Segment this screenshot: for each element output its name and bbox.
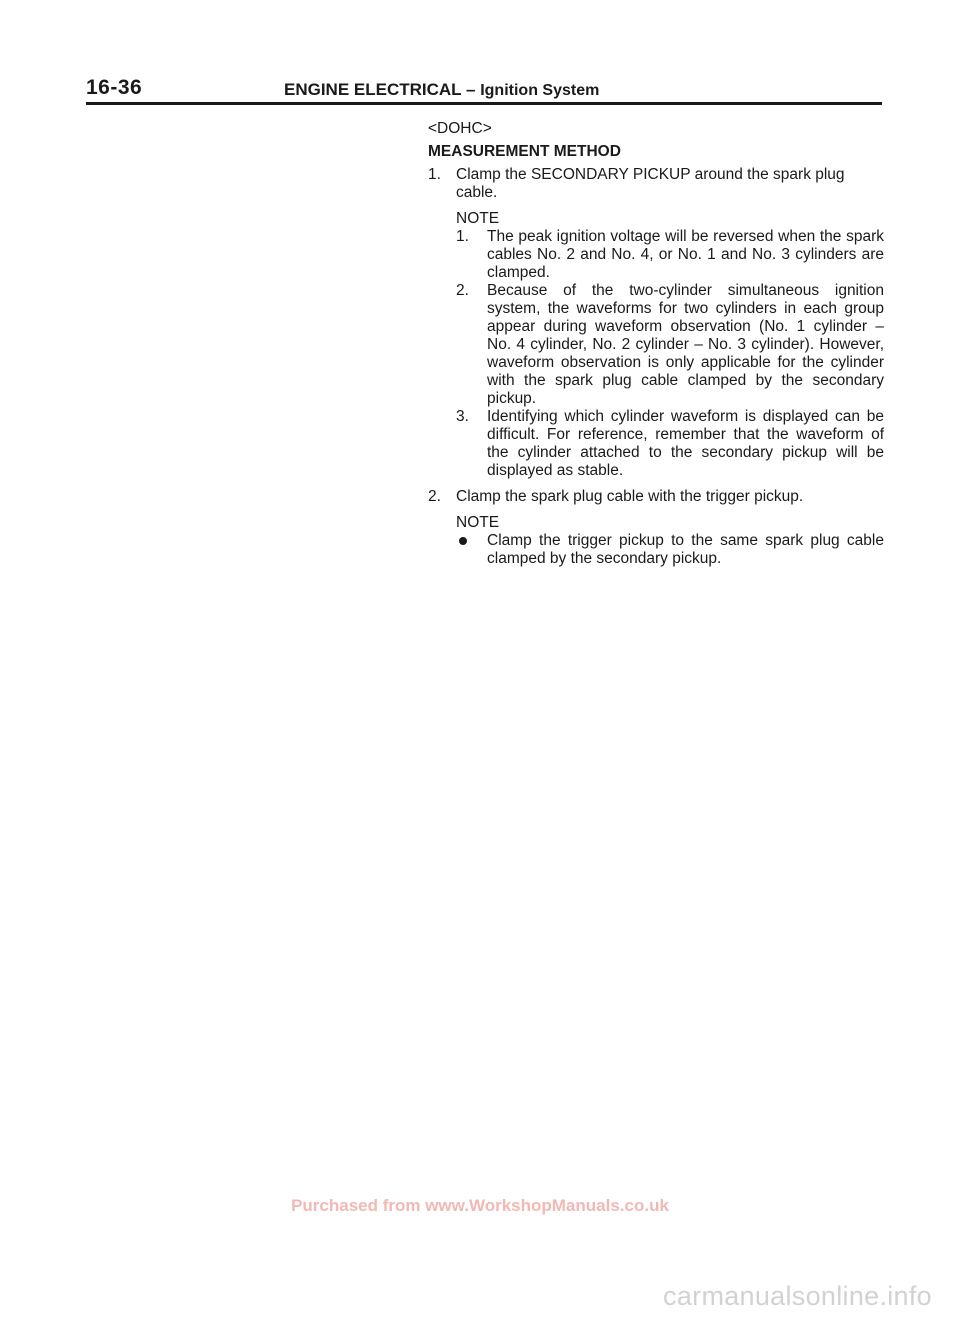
footer-site-name: carmanualsonline.info (663, 1281, 932, 1311)
page-content (428, 120, 884, 568)
bullet-note-text: Clamp the trigger pickup to the same spark plug cable clamped by the secondary pickup. (487, 532, 884, 567)
step-text: Clamp the SECONDARY PICKUP around the spark plug cable. (456, 166, 845, 201)
step-number: 2. (428, 488, 441, 505)
method-heading: MEASUREMENT METHOD (428, 143, 621, 160)
purchase-watermark: Purchased from www.WorkshopManuals.co.uk (291, 1196, 669, 1215)
bullet-icon (459, 537, 467, 545)
note-label: NOTE (456, 210, 500, 227)
page-number: 16-36 (86, 76, 143, 99)
note-number: 1. (456, 228, 469, 245)
section-name: ENGINE ELECTRICAL (284, 80, 462, 99)
step-number: 1. (428, 166, 441, 183)
note-text: Identifying which cylinder waveform is displayed can be difficult. For reference, remember that the waveform of the cylinder attached to the secondary pickup will be displayed as stable. (487, 408, 884, 479)
note-number: 2. (456, 282, 469, 299)
note-number: 3. (456, 408, 469, 425)
header-rule (86, 102, 882, 105)
subsection-name: Ignition System (480, 82, 600, 99)
note-item (456, 282, 884, 408)
note-item (456, 228, 884, 282)
bullet-note (456, 532, 884, 568)
note-text: The peak ignition voltage will be reversed when the spark cables No. 2 and No. 4, or No. 1 and No. 3 cylinders are clamped. (487, 228, 884, 281)
engine-tag: <DOHC> (428, 120, 492, 137)
title-separator: – (466, 80, 476, 99)
section-title (284, 80, 599, 100)
note-text: Because of the two-cylinder simultaneous ignition system, the waveforms for two cylinders in each group appear during waveform observation (No. 1 cylinder – No. 4 cylinder, No. 2 cylinder – No. 3 cylinder). However, waveform observation is only applicable for the cylinder with the spark plug cable clamped by the secondary pickup. (487, 282, 884, 407)
note-label: NOTE (456, 514, 500, 531)
note-item (456, 408, 884, 480)
step-2-notes (428, 514, 884, 568)
step-2 (428, 488, 884, 506)
step-1 (428, 166, 884, 202)
step-text: Clamp the spark plug cable with the trigger pickup. (456, 488, 804, 505)
step-1-notes (428, 210, 884, 480)
